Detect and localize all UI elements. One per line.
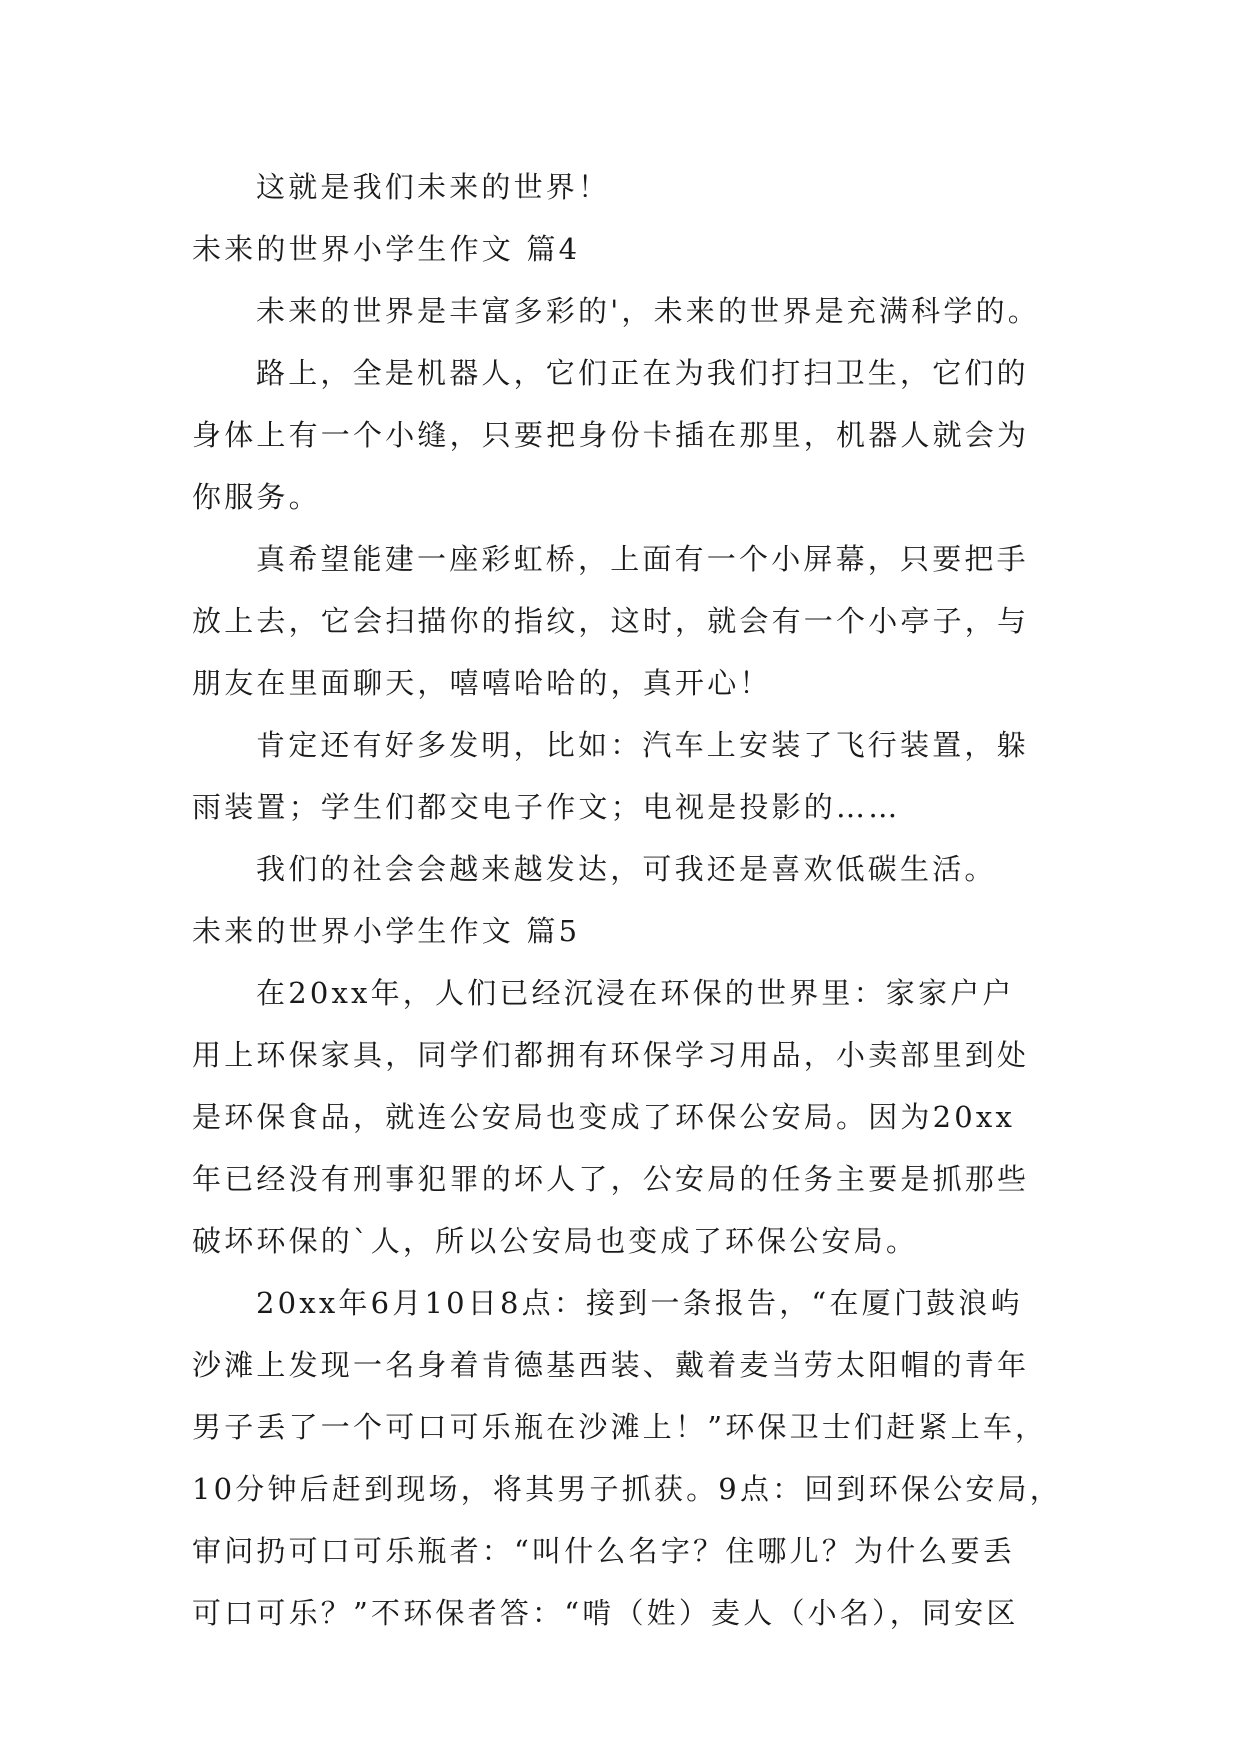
document-body — [192, 156, 1062, 1644]
paragraph-line: 你服务。 — [192, 480, 321, 514]
paragraph — [192, 156, 1052, 218]
paragraph — [192, 838, 1052, 900]
paragraph-line: 真希望能建一座彩虹桥，上面有一个小屏幕，只要把手 — [256, 542, 1029, 576]
paragraph-line: 20xx年6月10日8点：接到一条报告，“在厦门鼓浪屿 — [256, 1286, 1023, 1320]
paragraph-line: 破坏环保的`人，所以公安局也变成了环保公安局。 — [192, 1224, 919, 1258]
paragraph — [192, 1272, 1062, 1644]
paragraph-line: 沙滩上发现一名身着肯德基西装、戴着麦当劳太阳帽的青年 — [192, 1348, 1030, 1382]
paragraph-line: 是环保食品，就连公安局也变成了环保公安局。因为20xx — [192, 1100, 1016, 1134]
paragraph — [192, 962, 1052, 1272]
paragraph-line: 这就是我们未来的世界！ — [256, 170, 611, 204]
paragraph-line: 在20xx年，人们已经沉浸在环保的世界里：家家户户 — [256, 976, 1015, 1010]
paragraph — [192, 528, 1052, 714]
paragraph-line: 审问扔可口可乐瓶者：“叫什么名字？住哪儿？为什么要丢 — [192, 1534, 1016, 1568]
paragraph — [192, 342, 1052, 528]
paragraph-line: 我们的社会会越来越发达，可我还是喜欢低碳生活。 — [256, 852, 997, 886]
paragraph-line: 用上环保家具，同学们都拥有环保学习用品，小卖部里到处 — [192, 1038, 1030, 1072]
essay-heading: 未来的世界小学生作文 篇5 — [192, 914, 581, 948]
paragraph-line: 雨装置；学生们都交电子作文；电视是投影的…… — [192, 790, 901, 824]
paragraph — [192, 280, 1052, 342]
paragraph-line: 未来的世界是丰富多彩的'，未来的世界是充满科学的。 — [256, 294, 1040, 328]
paragraph-line: 放上去，它会扫描你的指纹，这时，就会有一个小亭子，与 — [192, 604, 1030, 638]
paragraph-line: 男子丢了一个可口可乐瓶在沙滩上！”环保卫士们赶紧上车， — [192, 1410, 1048, 1444]
paragraph-line: 身体上有一个小缝，只要把身份卡插在那里，机器人就会为 — [192, 418, 1030, 452]
essay-heading: 未来的世界小学生作文 篇4 — [192, 232, 581, 266]
paragraph-line: 可口可乐？”不环保者答：“啃（姓）麦人（小名），同安区 — [192, 1596, 1019, 1630]
paragraph-line: 10分钟后赶到现场，将其男子抓获。9点：回到环保公安局， — [192, 1472, 1062, 1506]
paragraph-line: 朋友在里面聊天，嘻嘻哈哈的，真开心！ — [192, 666, 772, 700]
paragraph-line: 肯定还有好多发明，比如：汽车上安装了飞行装置，躲 — [256, 728, 1029, 762]
paragraph — [192, 714, 1052, 838]
paragraph-line: 年已经没有刑事犯罪的坏人了，公安局的任务主要是抓那些 — [192, 1162, 1030, 1196]
paragraph-line: 路上，全是机器人，它们正在为我们打扫卫生，它们的 — [256, 356, 1029, 390]
